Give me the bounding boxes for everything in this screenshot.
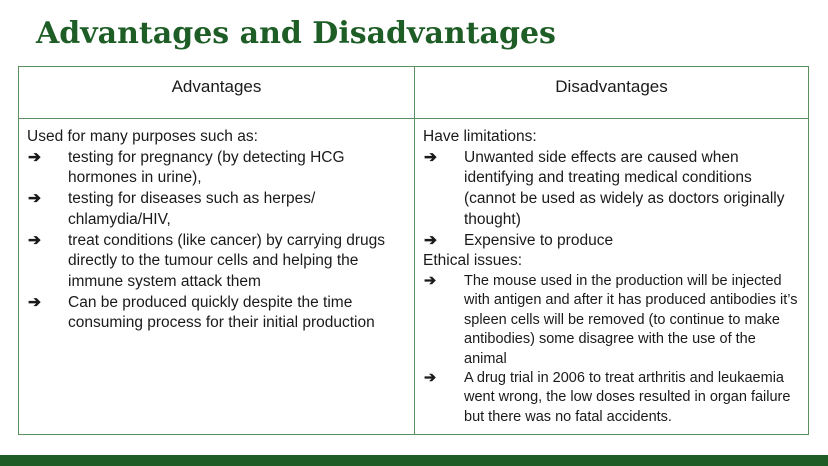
arrow-icon: ➔ [28, 190, 41, 208]
ethical-issues-intro: Ethical issues: [423, 252, 523, 270]
disadvantages-cell [415, 119, 809, 435]
table-header-row [19, 67, 809, 119]
list-item: ➔ testing for diseases such as herpes/ chlamydia/HIV, [28, 190, 316, 228]
arrow-icon: ➔ [28, 148, 41, 166]
ethical-issues-list [423, 272, 800, 427]
disadvantages-list [423, 148, 800, 252]
footer-bar [0, 455, 828, 466]
list-item: ➔ Unwanted side effects are caused when identifying and treating medical conditions (cannot be used as widely as doctors originally thought) [424, 148, 785, 228]
list-item: ➔ Expensive to produce [423, 231, 800, 252]
arrow-icon: ➔ [424, 231, 437, 249]
list-item: ➔ testing for pregnancy (by detecting HCG hormones in urine), [28, 148, 345, 187]
list-item: ➔ treat conditions (like cancer) by carrying drugs directly to the tumour cells and helping the immune system attack them [28, 231, 386, 290]
advantages-intro: Used for many purposes such as: [27, 128, 258, 145]
header-advantages: Advantages [19, 67, 415, 119]
comparison-table [18, 66, 809, 435]
disadvantages-intro: Have limitations: [423, 128, 537, 145]
advantages-list [27, 148, 406, 334]
arrow-icon: ➔ [28, 231, 41, 249]
advantages-cell [19, 119, 415, 435]
list-item: ➔ Can be produced quickly despite the time consuming process for their initial production [28, 293, 375, 332]
list-item: ➔ A drug trial in 2006 to treat arthritis and leukaemia went wrong, the low doses resulted in organ failure but there was no fatal accidents. [424, 369, 791, 425]
slide-title: Advantages and Disadvantages [36, 16, 556, 51]
arrow-icon: ➔ [28, 293, 41, 311]
arrow-icon: ➔ [424, 272, 437, 289]
arrow-icon: ➔ [424, 369, 437, 386]
arrow-icon: ➔ [424, 148, 437, 166]
header-disadvantages: Disadvantages [415, 67, 809, 119]
list-item: ➔ The mouse used in the production will be injected with antigen and after it has produced antibodies it’s spleen cells will be removed (to continue to make antibodies) some disagree with the use of the animal [424, 272, 798, 367]
table-body-row [19, 119, 809, 435]
